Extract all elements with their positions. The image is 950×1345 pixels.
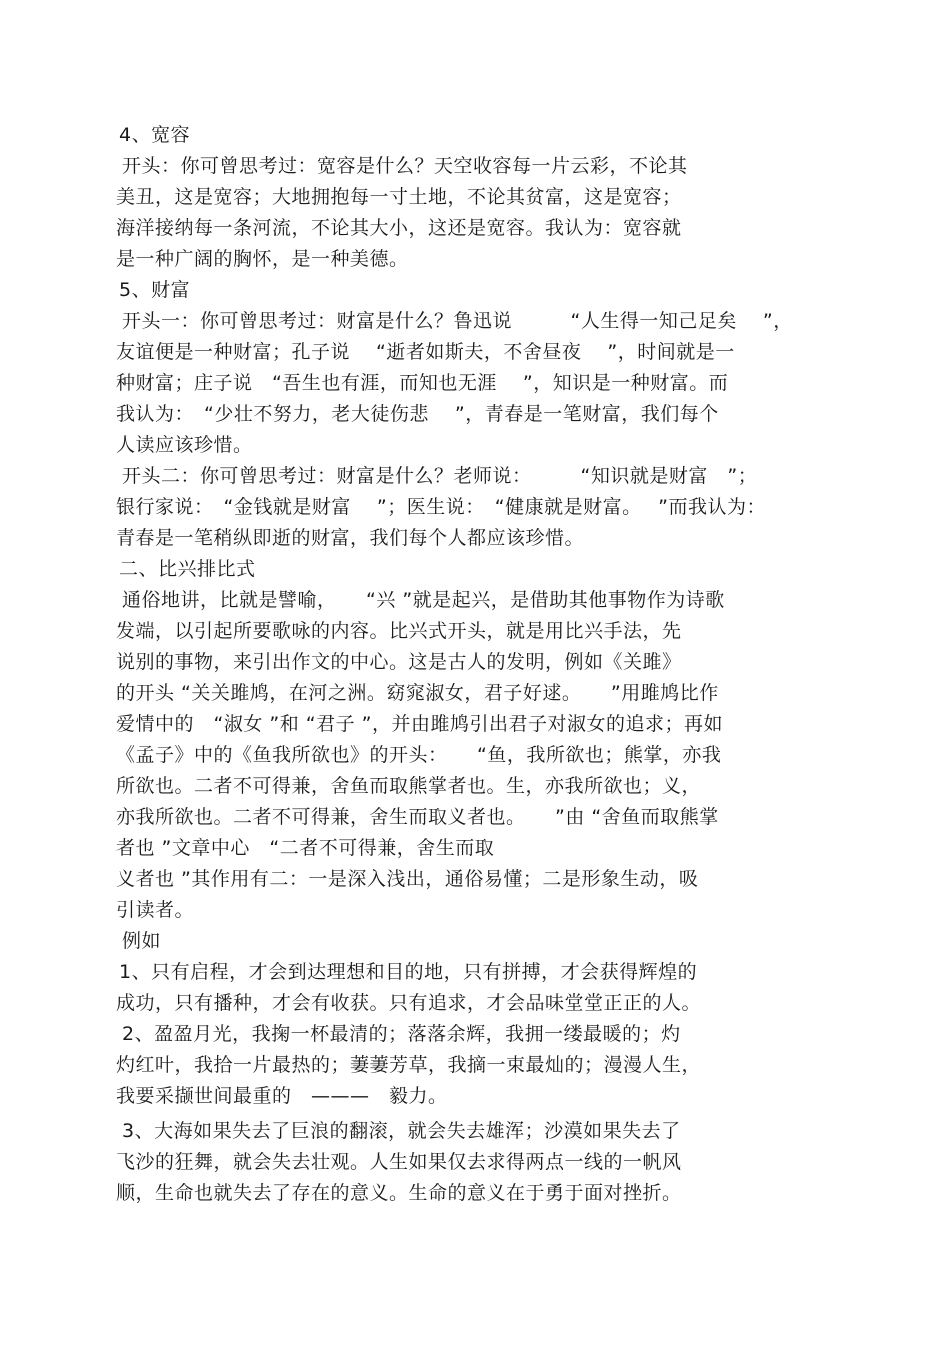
paragraph-line: 友谊便是一种财富；孔子说 “逝者如斯夫，不舍昼夜 ”，时间就是一	[116, 341, 735, 363]
section-heading: 二、比兴排比式	[119, 558, 256, 580]
paragraph-line: 人读应该珍惜。	[116, 434, 253, 456]
paragraph-line: 3、大海如果失去了巨浪的翻滚，就会失去雄浑；沙漠如果失去了	[122, 1120, 681, 1142]
paragraph-line: 我认为： “少壮不努力，老大徒伤悲 ”，青春是一笔财富，我们每个	[116, 403, 719, 425]
paragraph-line: 顺，生命也就失去了存在的意义。生命的意义在于勇于面对挫折。	[116, 1182, 682, 1204]
paragraph-line: 《孟子》中的《鱼我所欲也》的开头： “鱼，我所欲也；熊掌，亦我	[116, 744, 722, 766]
paragraph-line: 青春是一笔稍纵即逝的财富，我们每个人都应该珍惜。	[116, 527, 585, 549]
paragraph-line: 是一种广阔的胸怀，是一种美德。	[116, 248, 409, 270]
section-heading: 例如	[122, 930, 162, 952]
paragraph-line: 我要采撷世间最重的 ——— 毅力。	[116, 1085, 448, 1107]
paragraph-line: 的开头 “关关雎鸠，在河之洲。窈窕淑女，君子好逑。 ”用雎鸠比作	[116, 682, 719, 704]
paragraph-line: 开头：你可曾思考过：宽容是什么？天空收容每一片云彩，不论其	[122, 155, 688, 177]
paragraph-line: 亦我所欲也。二者不可得兼，舍生而取义者也。 ”由 “舍鱼而取熊掌	[116, 806, 719, 828]
paragraph-line: 开头一：你可曾思考过：财富是什么？鲁迅说 “人生得一知己足矣 ”，	[122, 310, 793, 332]
paragraph-line: 义者也 ”其作用有二：一是深入浅出，通俗易懂；二是形象生动，吸	[116, 868, 699, 890]
paragraph-line: 海洋接纳每一条河流，不论其大小，这还是宽容。我认为：宽容就	[116, 217, 682, 239]
paragraph-line: 种财富；庄子说 “吾生也有涯，而知也无涯 ”，知识是一种财富。而	[116, 372, 729, 394]
paragraph-line: 说别的事物，来引出作文的中心。这是古人的发明，例如《关雎》	[116, 651, 682, 673]
paragraph-line: 1、只有启程，才会到达理想和目的地，只有拼搏，才会获得辉煌的	[119, 961, 698, 983]
paragraph-line: 通俗地讲，比就是譬喻， “兴 ”就是起兴，是借助其他事物作为诗歌	[122, 589, 725, 611]
section-heading: 4、宽容	[119, 124, 191, 146]
paragraph-line: 所欲也。二者不可得兼，舍鱼而取熊掌者也。生，亦我所欲也；义，	[116, 775, 702, 797]
paragraph-line: 美丑，这是宽容；大地拥抱每一寸土地，不论其贫富，这是宽容；	[116, 186, 682, 208]
section-heading: 5、财富	[119, 279, 191, 301]
paragraph-line: 爱情中的 “淑女 ”和 “君子 ”，并由雎鸠引出君子对淑女的追求；再如	[116, 713, 723, 735]
paragraph-line: 飞沙的狂舞，就会失去壮观。人生如果仅去求得两点一线的一帆风	[116, 1151, 682, 1173]
paragraph-line: 灼红叶，我拾一片最热的；萋萋芳草，我摘一束最灿的；漫漫人生，	[116, 1054, 702, 1076]
paragraph-line: 者也 ”文章中心 “二者不可得兼，舍生而取	[116, 837, 495, 859]
paragraph-line: 引读者。	[116, 899, 195, 921]
paragraph-line: 发端，以引起所要歌咏的内容。比兴式开头，就是用比兴手法，先	[116, 620, 682, 642]
paragraph-line: 开头二：你可曾思考过：财富是什么？老师说： “知识就是财富 ”；	[122, 465, 758, 487]
paragraph-line: 2、盈盈月光，我掬一杯最清的；落落余辉，我拥一缕最暖的；灼	[122, 1023, 681, 1045]
paragraph-line: 成功，只有播种，才会有收获。只有追求，才会品味堂堂正正的人。	[116, 992, 702, 1014]
paragraph-line: 银行家说： “金钱就是财富 ”；医生说： “健康就是财富。 ”而我认为：	[116, 496, 766, 518]
